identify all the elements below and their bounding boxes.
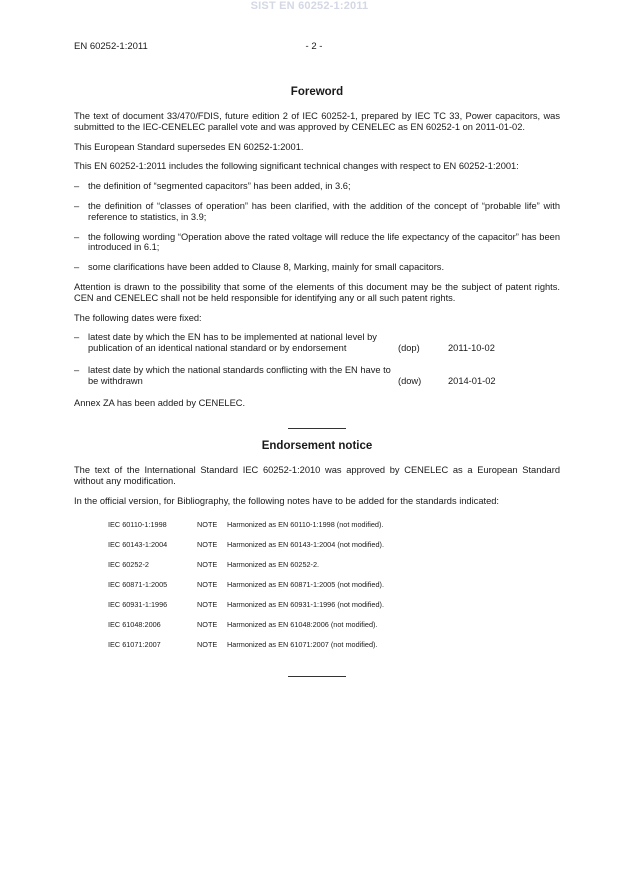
section-divider xyxy=(288,676,346,677)
dash-bullet: – xyxy=(74,181,80,192)
dash-bullet: – xyxy=(74,262,80,273)
change-text: the definition of “classes of operation” has been clarified, with the addition of the concept of “probable life” with reference to statistics, in 3.9; xyxy=(88,200,560,222)
bib-reference: IEC 60871-1:2005 xyxy=(108,580,168,590)
annex-note: Annex ZA has been added by CENELEC. xyxy=(74,397,246,408)
bibliography-row xyxy=(108,576,560,596)
endorsement-paragraph: The text of the International Standard IEC 60252-1:2010 was approved by CENELEC as a European Standard without any modification. xyxy=(74,465,560,487)
bib-reference: IEC 61048:2006 xyxy=(108,620,161,630)
change-text: the definition of “segmented capacitors” has been added, in 3.6; xyxy=(88,181,351,192)
bibliography-row xyxy=(108,596,560,616)
date-abbreviation: (dop) xyxy=(398,343,420,354)
dash-bullet: – xyxy=(74,231,80,242)
bib-note-text: Harmonized as EN 60252-2. xyxy=(227,560,320,570)
bib-reference: IEC 60143-1:2004 xyxy=(108,540,168,550)
attention-paragraph: Attention is drawn to the possibility that some of the elements of this document may be the subject of patent rights. CEN and CENELEC shall not be held responsible for identifying any or all such patent rights. xyxy=(74,281,560,303)
change-text: some clarifications have been added to Clause 8, Marking, mainly for small capacitors. xyxy=(88,262,445,273)
bib-note-label: NOTE xyxy=(197,600,218,610)
bibliography-list xyxy=(108,516,560,656)
bib-note-text: Harmonized as EN 60871-1:2005 (not modified). xyxy=(227,580,384,590)
foreword-paragraph: The text of document 33/470/FDIS, future edition 2 of IEC 60252-1, prepared by IEC TC 33, Power capacitors, was submitted to the IEC-CENELEC parallel vote and was approved by CENELEC as EN 60252-1 on 2011-01-02. xyxy=(74,111,560,132)
endorsement-title: Endorsement notice xyxy=(261,440,373,453)
bib-note-label: NOTE xyxy=(197,580,218,590)
change-item xyxy=(74,181,560,192)
bib-reference: IEC 61071:2007 xyxy=(108,640,161,650)
foreword-paragraph: This European Standard supersedes EN 60252-1:2001. xyxy=(74,141,304,152)
date-description: latest date by which the EN has to be implemented at national level by publication of an identical national standard or by endorsement xyxy=(88,332,377,354)
foreword-paragraph: This EN 60252-1:2011 includes the following significant technical changes with respect to EN 60252-1:2001: xyxy=(74,161,519,172)
change-item xyxy=(74,201,560,223)
bib-note-label: NOTE xyxy=(197,520,218,530)
bib-reference: IEC 60252-2 xyxy=(108,560,149,570)
date-description: latest date by which the national standards conflicting with the EN have to be withdrawn xyxy=(88,364,391,386)
date-value: 2014-01-02 xyxy=(448,375,496,386)
date-row-dow xyxy=(74,365,560,387)
bibliography-row xyxy=(108,516,560,536)
bib-note-text: Harmonized as EN 60110-1:1998 (not modified). xyxy=(227,520,384,530)
bib-reference: IEC 60110-1:1998 xyxy=(108,520,167,530)
bibliography-row xyxy=(108,556,560,576)
watermark: SIST EN 60252-1:2011 xyxy=(250,0,369,12)
bib-note-label: NOTE xyxy=(197,560,218,570)
bibliography-row xyxy=(108,536,560,556)
bibliography-row xyxy=(108,636,560,656)
bib-note-text: Harmonized as EN 60931-1:1996 (not modified). xyxy=(227,600,384,610)
header-doc-id: EN 60252-1:2011 xyxy=(74,41,148,52)
date-abbreviation: (dow) xyxy=(398,375,422,386)
dates-intro: The following dates were fixed: xyxy=(74,312,202,323)
bib-note-label: NOTE xyxy=(197,620,218,630)
bib-reference: IEC 60931-1:1996 xyxy=(108,600,168,610)
page-number: - 2 - xyxy=(305,41,323,52)
bibliography-row xyxy=(108,616,560,636)
bib-note-label: NOTE xyxy=(197,640,218,650)
change-item xyxy=(74,262,560,273)
foreword-title: Foreword xyxy=(290,86,344,98)
date-value: 2011-10-02 xyxy=(448,343,495,354)
change-item xyxy=(74,232,560,254)
date-row-dop xyxy=(74,332,560,354)
dash-bullet: – xyxy=(74,364,80,375)
section-divider xyxy=(288,428,346,429)
page-content xyxy=(74,85,560,687)
bib-note-text: Harmonized as EN 61071:2007 (not modified). xyxy=(227,640,378,650)
bib-note-label: NOTE xyxy=(197,540,218,550)
change-text: the following wording “Operation above the rated voltage will reduce the life expectancy of the capacitor” has been introduced in 6.1; xyxy=(88,231,560,253)
endorsement-paragraph: In the official version, for Bibliography, the following notes have to be added for the standards indicated: xyxy=(74,495,499,506)
dash-bullet: – xyxy=(74,200,80,211)
bib-note-text: Harmonized as EN 61048:2006 (not modified). xyxy=(227,620,378,630)
dash-bullet: – xyxy=(74,332,80,343)
bib-note-text: Harmonized as EN 60143-1:2004 (not modified). xyxy=(227,540,384,550)
